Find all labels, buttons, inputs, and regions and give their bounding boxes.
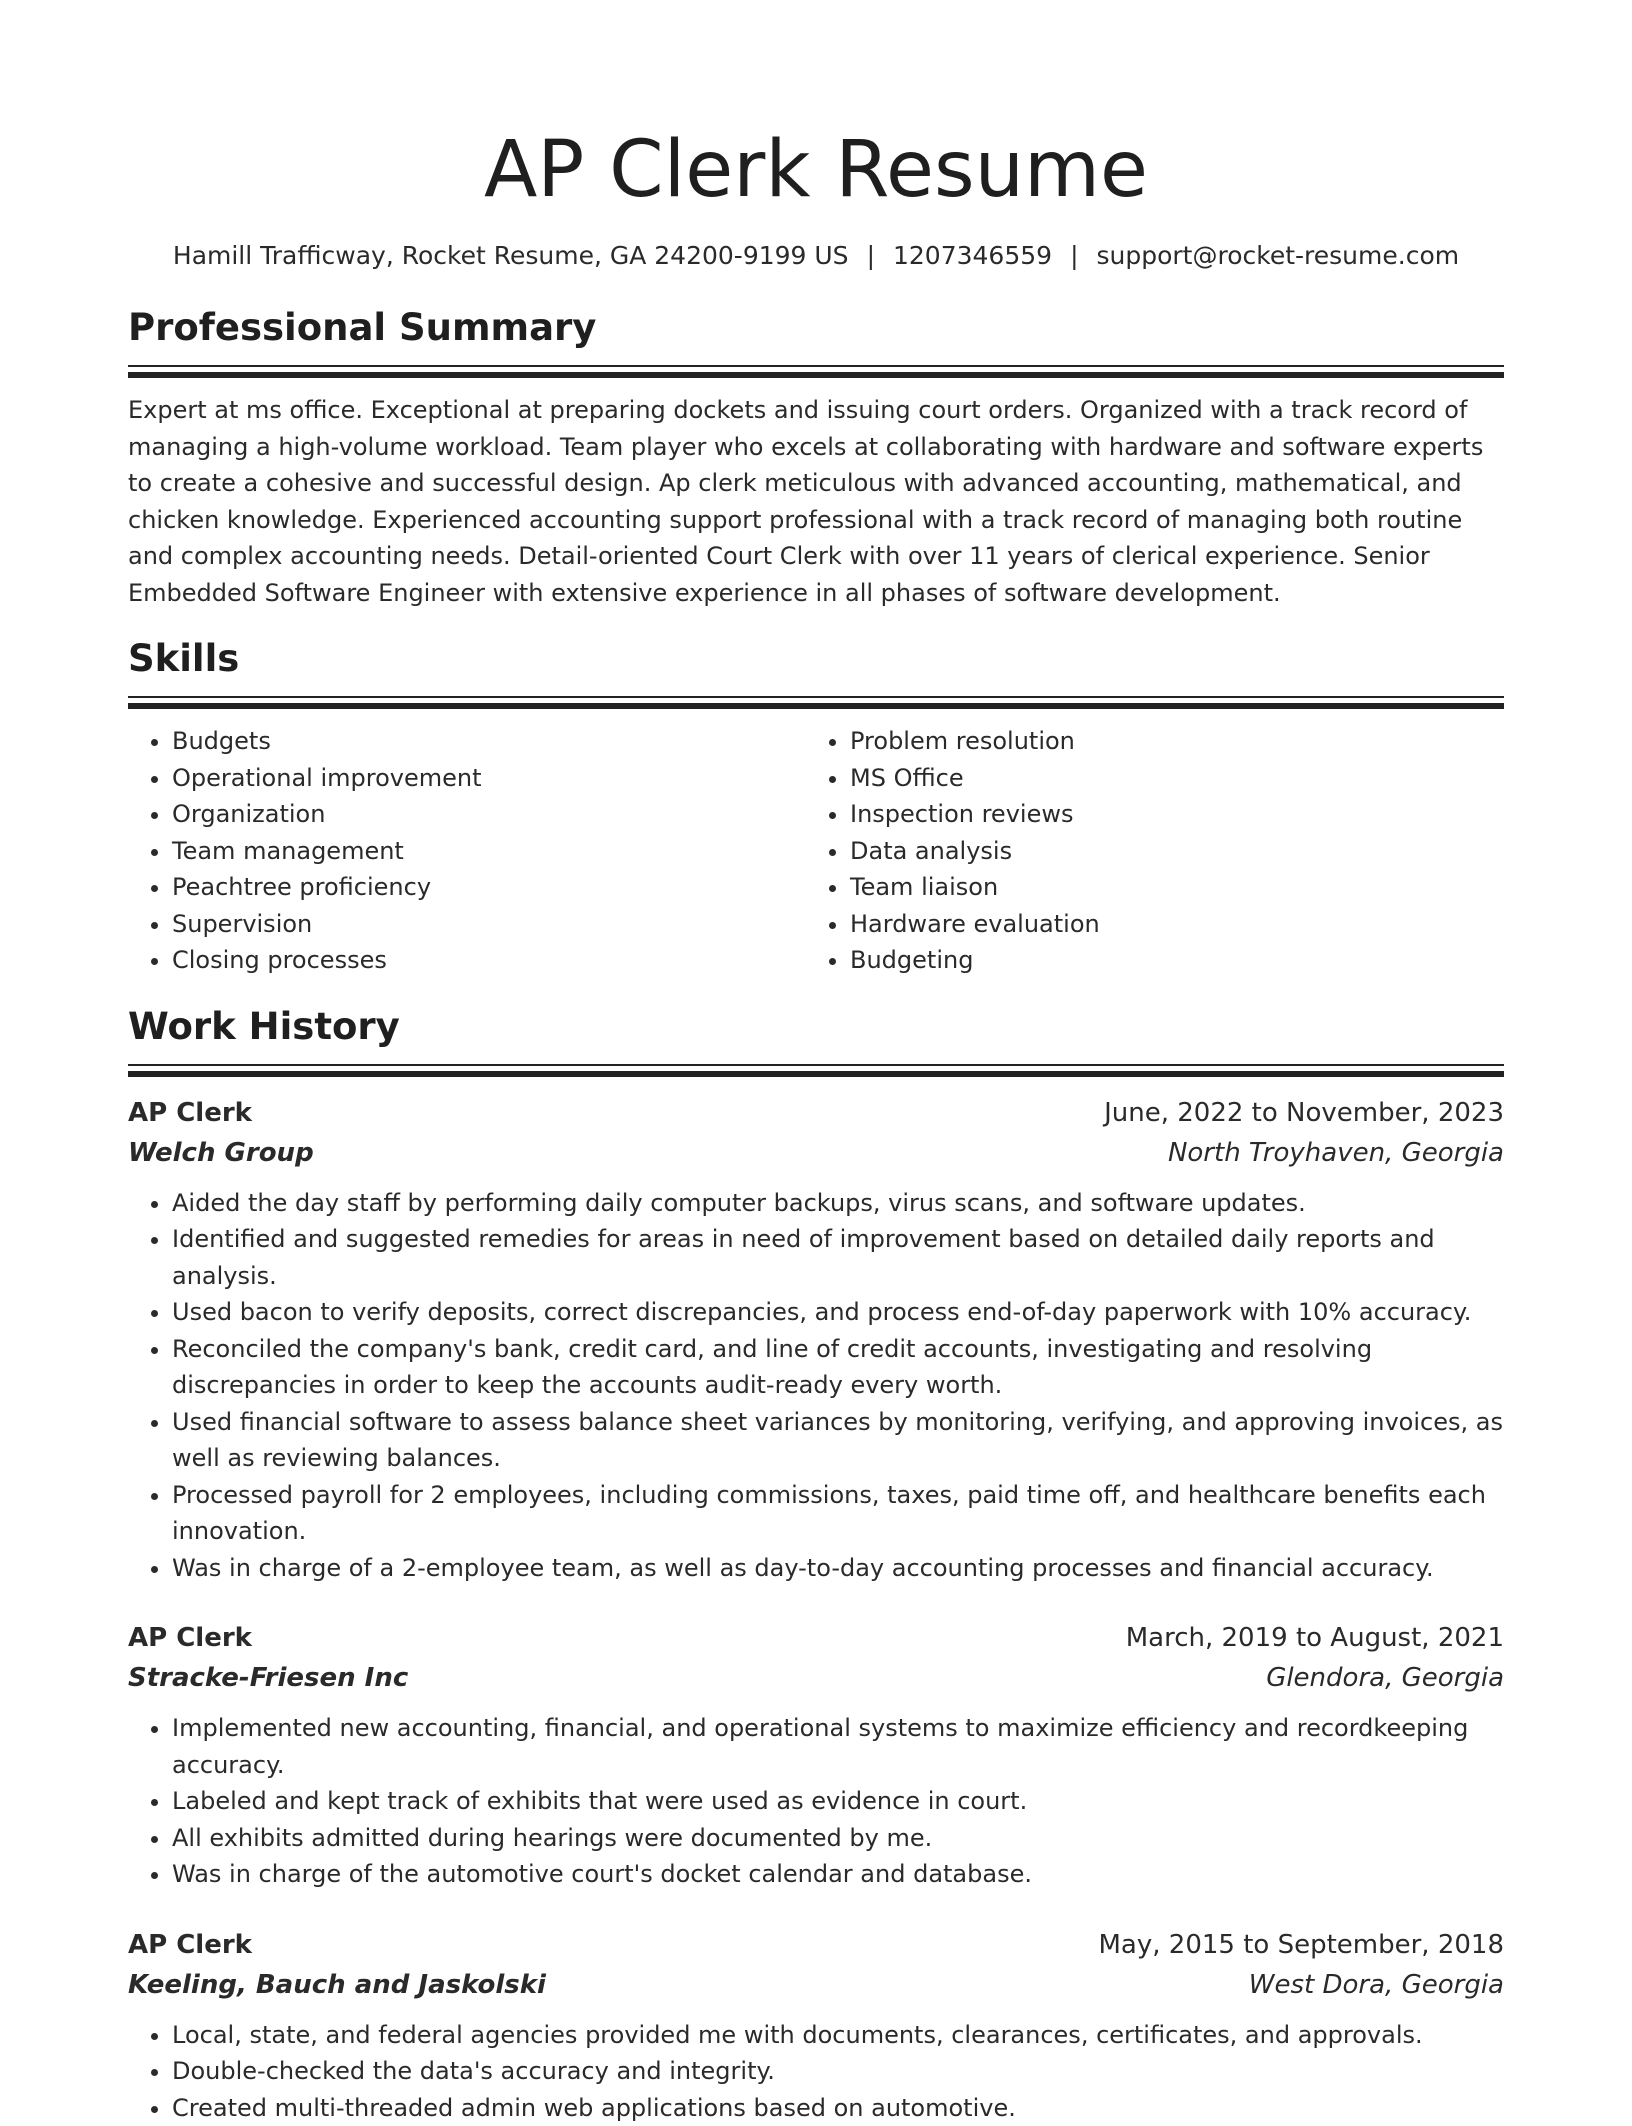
skill-item: • Operational improvement — [172, 760, 806, 797]
skill-item: • Budgets — [172, 723, 806, 760]
job-company: Keeling, Bauch and Jaskolski — [128, 1965, 546, 2005]
job-location: Glendora, Georgia — [1266, 1658, 1504, 1698]
contact-phone: 1207346559 — [893, 241, 1052, 270]
section-title-summary: Professional Summary — [128, 304, 1504, 352]
skills-columns — [128, 723, 1504, 979]
summary-text: Expert at ms office. Exceptional at preparing dockets and issuing court orders. Organized with a track record of managing a high-volume workload. Team player who excels at collaborating with hardware and software experts to create a cohesive and successful design. Ap clerk meticulous with advanced accounting, mathematical, and chicken knowledge. Experienced accounting support professional with a track record of managing both routine and complex accounting needs. Detail-oriented Court Clerk with over 11 years of clerical experience. Senior Embedded Software Engineer with extensive experience in all phases of software development. — [128, 392, 1504, 611]
job-bullet: • Labeled and kept track of exhibits that were used as evidence in court. — [172, 1783, 1504, 1820]
job-location: North Troyhaven, Georgia — [1168, 1133, 1504, 1173]
job-bullet: • Local, state, and federal agencies provided me with documents, clearances, certificates, and approvals. — [172, 2017, 1504, 2054]
job-bullets — [128, 1185, 1504, 1587]
job-title: AP Clerk — [128, 1925, 252, 1965]
section-title-skills: Skills — [128, 635, 1504, 683]
job-bullets — [128, 2017, 1504, 2126]
section-divider — [128, 365, 1504, 378]
job-dates: May, 2015 to September, 2018 — [1099, 1925, 1505, 1965]
job-dates: March, 2019 to August, 2021 — [1126, 1618, 1504, 1658]
contact-email: support@rocket-resume.com — [1097, 241, 1460, 270]
skill-item: • MS Office — [850, 760, 1484, 797]
resume-title: AP Clerk Resume — [128, 120, 1504, 220]
job-bullet: • Aided the day staff by performing daily computer backups, virus scans, and software updates. — [172, 1185, 1504, 1222]
job-dates: June, 2022 to November, 2023 — [1104, 1093, 1504, 1133]
skill-item: • Closing processes — [172, 942, 806, 979]
job-bullet: • Double-checked the data's accuracy and integrity. — [172, 2053, 1504, 2090]
job-entry — [128, 1093, 1504, 1587]
skill-item: • Team management — [172, 833, 806, 870]
job-company: Stracke-Friesen Inc — [128, 1658, 408, 1698]
job-bullet: • Identified and suggested remedies for areas in need of improvement based on detailed daily reports and analysis. — [172, 1221, 1504, 1294]
skill-item: • Organization — [172, 796, 806, 833]
job-company: Welch Group — [128, 1133, 314, 1173]
job-bullet: • Used financial software to assess balance sheet variances by monitoring, verifying, and approving invoices, as well as reviewing balances. — [172, 1404, 1504, 1477]
job-bullets — [128, 1710, 1504, 1893]
section-divider — [128, 1064, 1504, 1077]
skill-item: • Hardware evaluation — [850, 906, 1484, 943]
skill-item: • Data analysis — [850, 833, 1484, 870]
job-bullet: • Was in charge of the automotive court's docket calendar and database. — [172, 1856, 1504, 1893]
skills-column-right — [806, 723, 1484, 979]
section-title-work-history: Work History — [128, 1003, 1504, 1051]
skill-item: • Problem resolution — [850, 723, 1484, 760]
contact-address: Hamill Trafficway, Rocket Resume, GA 24200-9199 US — [173, 241, 849, 270]
skill-item: • Inspection reviews — [850, 796, 1484, 833]
skills-section — [128, 635, 1504, 979]
summary-section — [128, 304, 1504, 611]
skill-item: • Peachtree proficiency — [172, 869, 806, 906]
skill-item: • Budgeting — [850, 942, 1484, 979]
job-bullet: • All exhibits admitted during hearings were documented by me. — [172, 1820, 1504, 1857]
contact-line — [128, 238, 1504, 274]
contact-separator: | — [867, 241, 875, 270]
skill-item: • Supervision — [172, 906, 806, 943]
job-bullet: • Was in charge of a 2-employee team, as well as day-to-day accounting processes and financial accuracy. — [172, 1550, 1504, 1587]
resume-page — [128, 0, 1504, 2126]
job-title: AP Clerk — [128, 1618, 252, 1658]
job-bullet: • Used bacon to verify deposits, correct discrepancies, and process end-of-day paperwork with 10% accuracy. — [172, 1294, 1504, 1331]
job-bullet: • Implemented new accounting, financial, and operational systems to maximize efficiency and recordkeeping accuracy. — [172, 1710, 1504, 1783]
skills-column-left — [128, 723, 806, 979]
contact-separator: | — [1070, 241, 1078, 270]
job-entry — [128, 1618, 1504, 1893]
job-bullet: • Reconciled the company's bank, credit card, and line of credit accounts, investigating and resolving discrepancies in order to keep the accounts audit-ready every worth. — [172, 1331, 1504, 1404]
job-location: West Dora, Georgia — [1249, 1965, 1504, 2005]
job-entry — [128, 1925, 1504, 2126]
section-divider — [128, 696, 1504, 709]
job-bullet: • Processed payroll for 2 employees, including commissions, taxes, paid time off, and healthcare benefits each innovation. — [172, 1477, 1504, 1550]
job-title: AP Clerk — [128, 1093, 252, 1133]
work-history-section — [128, 1003, 1504, 2126]
job-bullet: • Created multi-threaded admin web applications based on automotive. — [172, 2090, 1504, 2126]
skill-item: • Team liaison — [850, 869, 1484, 906]
